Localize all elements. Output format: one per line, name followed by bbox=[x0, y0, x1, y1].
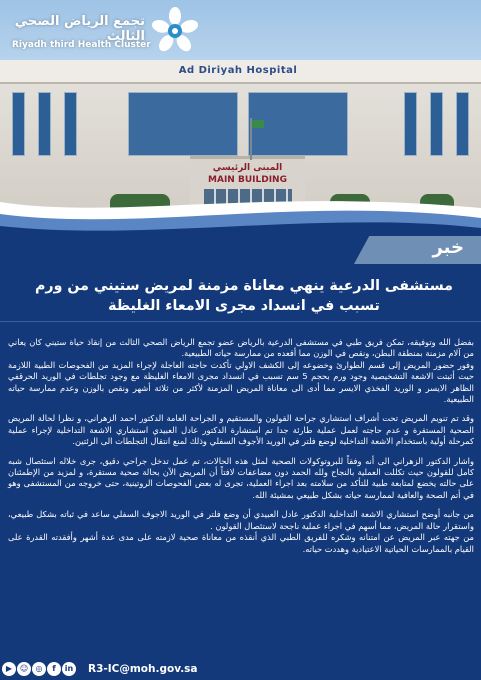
window bbox=[12, 92, 25, 156]
paragraph: من جهته عبر المريض عن امتنانه وشكره للفريق الطبي الذي أنقذه من معاناة صحية لازمته على مدى عدة أشهر وأفقدته القدرة على القيام بالممارسات الحياتية الاعتيادية وهددت حياته. bbox=[8, 532, 474, 554]
divider bbox=[0, 321, 481, 322]
building-sign-en: MAIN BUILDING bbox=[208, 175, 287, 185]
window bbox=[64, 92, 77, 156]
window bbox=[38, 92, 51, 156]
paragraph: من جانبه أوضح استشاري الاشعة التداخلية الدكتور عادل العبيدي أن وضع فلتر في الوريد الاجوف السفلي ساعد في ثباته بشكل طبيعي، واستقرار حالة المريض، مما أسهم في اجراء عملية ناجحة لاستئصال القولون . bbox=[8, 509, 474, 531]
paragraph: وفور حضور المريض إلى قسم الطوارئ وخضوعه إلى الكشف الاولي تأكدت حاجته العاجلة لإجراء المزيد من الفحوصات الطبية اللازمة حيث أثبتت الاشعة التشخيصية وجود ورم بحجم 5 سم تسبب في انسداد مجرى الامعاء الغليظة مع وجود تجلطات في الوريد الحرقفي الظاهر الايسر و الوريد الفخذي الايسر مما أدى الى معاناة المريض المزمنة لأكثر من ثلاثة أشهر ونقص بالوزن وعدم ممارسة حياته الطبيعية. bbox=[8, 359, 474, 405]
snapchat-icon[interactable]: ☺ bbox=[17, 662, 31, 676]
window bbox=[430, 92, 443, 156]
hospital-sign: Ad Diriyah Hospital bbox=[178, 65, 298, 76]
window bbox=[456, 92, 469, 156]
social-links bbox=[2, 662, 76, 677]
paragraph: واشار الدكتور الزهراني الى أنه وفقاً للبروتوكولات الصحية لمثل هذه الحالات، تم عمل تدخل جراحي دقيق، جرى خلاله استئصال شبه كامل للقولون حيث تكللت العملية بالنجاح ولله الحمد دون مضاعفات لافتاً أن المريض الآن بحالة صحية مستقرة، و لمزيد من الإطمئنان على حالته يخضع لمتابعة طبية للتأكد من سلامته بعد اجراء العملية، تجرى له بعض الفحوصات الروتينية، حتى خروجه من المستشفى وهو في أتم الصحة والعافية لممارسة حياته بشكل طبيعي بمشيئة الله. bbox=[8, 455, 474, 500]
org-name-en: Riyadh third Health Cluster bbox=[12, 40, 151, 50]
youtube-icon[interactable]: ▶ bbox=[2, 662, 16, 676]
contact-email[interactable]: R3-IC@moh.gov.sa bbox=[88, 663, 198, 675]
linkedin-icon[interactable]: in bbox=[62, 662, 76, 676]
org-name-ar: تجمع الرياض الصحي الثالث bbox=[14, 14, 145, 44]
building-sign-ar: المبنى الرئيسي bbox=[212, 163, 283, 173]
article-headline: مستشفى الدرعية ينهي معاناة مزمنة لمريض ستيني من ورم تسبب في انسداد مجرى الامعاء الغليظة bbox=[35, 278, 453, 314]
news-badge-label: خبر bbox=[432, 237, 464, 258]
flag bbox=[252, 120, 264, 128]
paragraph: وقد تم تنويم المريض تحت أشراف استشاري جراحة القولون والمستقيم و الجراحة العامة الدكتور احمد الزهراني، و نظرا لحالة المريض الصحية المستقرة و عدم حاجته لعمل عملية طارئة جدا تم استشارة الدكتور عادل العبيدي استشاري الاشعة التداخلية لإجراء عملية كمرحلة أولية باستخدام الاشعة التداخلية لوضع فلتر في الوريد الأجوف السفلي وذلك لمنع انتقال التجلطات الى الرئتين. bbox=[8, 413, 474, 447]
paragraph: بفضل الله وتوفيقه، تمكن فريق طبي في مستشفى الدرعية بالرياض عضو تجمع الرياض الصحي الثالث من إنقاذ حياة ستيني كان يعاني من آلام مزمنة بمنطقة البطن، ونقص في الوزن مما أقعده من ممارسة حياته الطبيعية. bbox=[8, 337, 474, 359]
article-body bbox=[8, 337, 474, 555]
window-band bbox=[128, 92, 238, 156]
facebook-icon[interactable]: f bbox=[47, 662, 61, 676]
window bbox=[404, 92, 417, 156]
instagram-icon[interactable]: ◎ bbox=[32, 662, 46, 676]
roofline bbox=[0, 60, 481, 84]
